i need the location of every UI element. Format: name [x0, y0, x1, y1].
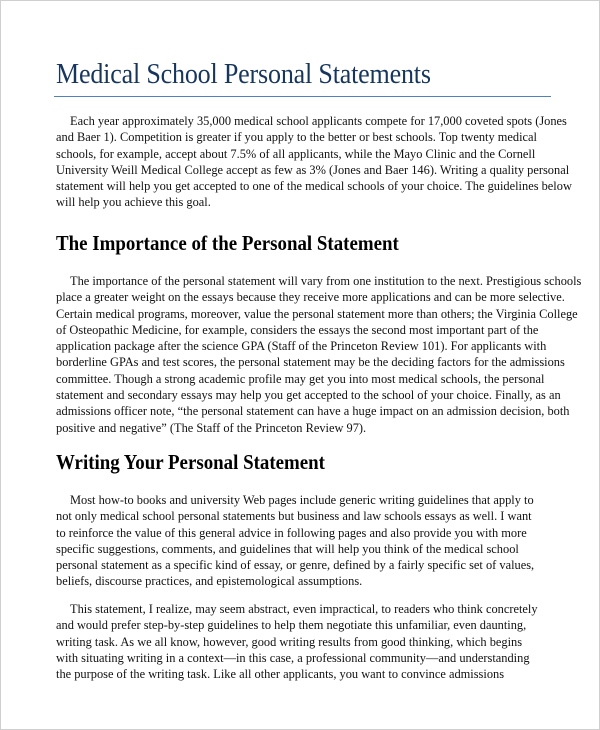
paragraph-line: Most how-to books and university Web pages include generic writing guidelines that apply to	[70, 493, 534, 507]
paragraph-line: to reinforce the value of this general advice in following pages and also provide you with more	[56, 525, 527, 540]
paragraph-line: with situating writing in a context—in this case, a professional community—and understanding	[56, 650, 530, 665]
paragraph-line: committee. Though a strong academic profile may get you into most medical schools, the personal	[56, 371, 545, 386]
paragraph-line: Certain medical programs, moreover, value the personal statement more than others; the Virginia College	[56, 306, 578, 321]
writing-paragraph-1	[56, 492, 556, 590]
importance-paragraph	[56, 273, 582, 436]
section-heading-importance: The Importance of the Personal Statement	[56, 231, 399, 255]
paragraph-line: place a greater weight on the essays because they receive more applications and can be more selective.	[56, 290, 565, 305]
paragraph-line: University Weill Medical College accept as few as 3% (Jones and Baer 146). Writing a quality personal	[56, 162, 570, 177]
paragraph-line: borderline GPAs and test scores, the personal statement may be the deciding factors for the admissions	[56, 355, 565, 370]
paragraph-line: not only medical school personal statements but business and law schools essays as well. I want	[56, 509, 532, 524]
paragraph-line: of Osteopathic Medicine, for example, considers the essays the second most important part of the	[56, 322, 539, 337]
paragraph-line: admissions officer note, “the personal statement can have a huge impact on an admission decision, both	[56, 404, 570, 419]
paragraph-line: the purpose of the writing task. Like all other applicants, you want to convince admissions	[56, 667, 505, 682]
paragraph-line: beliefs, discourse practices, and epistemological assumptions.	[56, 574, 363, 589]
paragraph-line: Each year approximately 35,000 medical school applicants compete for 17,000 coveted spots (Jones	[70, 114, 567, 128]
paragraph-line: The importance of the personal statement will vary from one institution to the next. Prestigious schools	[70, 274, 582, 288]
document-title: Medical School Personal Statements	[56, 59, 431, 90]
paragraph-line: application package after the science GPA (Staff of the Princeton Review 101). For applicants with	[56, 339, 547, 354]
paragraph-line: will help you achieve this goal.	[56, 195, 211, 210]
paragraph-line: schools, for example, accept about 7.5% of all applicants, while the Mayo Clinic and the Cornell	[56, 146, 536, 161]
paragraph-line: and would prefer step-by-step guidelines to help them negotiate this unfamiliar, even daunting,	[56, 618, 527, 633]
paragraph-line: specific suggestions, comments, and guidelines that will help you think of the medical school	[56, 541, 519, 556]
intro-paragraph	[56, 113, 572, 211]
title-underline-rule	[54, 96, 551, 97]
writing-paragraph-2	[56, 601, 556, 682]
paragraph-line: statement will help you get accepted to one of the medical schools of your choice. The guidelines below	[56, 179, 572, 194]
paragraph-line: This statement, I realize, may seem abstract, even impractical, to readers who think concretely	[70, 602, 538, 616]
paragraph-line: positive and negative” (The Staff of the Princeton Review 97).	[56, 420, 367, 435]
paragraph-line: personal statement as a specific kind of essay, or genre, defined by a fairly specific set of values,	[56, 558, 535, 573]
paragraph-line: and Baer 1). Competition is greater if you apply to the better or best schools. Top twenty medical	[56, 130, 537, 145]
paragraph-line: statement and secondary essays may help you get accepted to the school of your choice. Finally, as an	[56, 388, 561, 403]
paragraph-line: writing task. As we all know, however, good writing results from good thinking, which begins	[56, 634, 523, 649]
section-heading-writing: Writing Your Personal Statement	[56, 450, 325, 474]
